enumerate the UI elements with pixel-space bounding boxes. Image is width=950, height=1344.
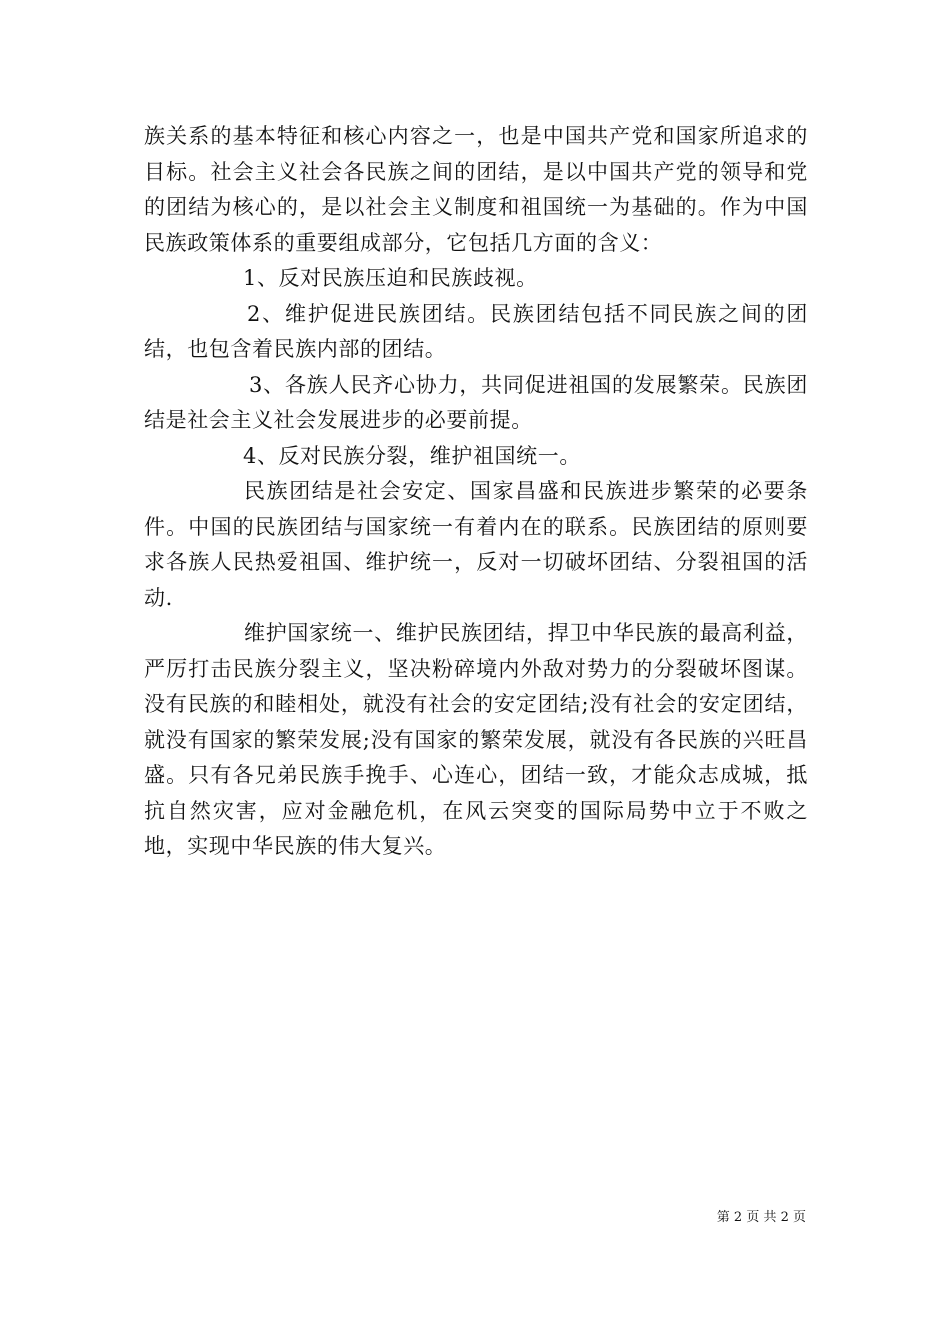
- list-item-4: 4、反对民族分裂，维护祖国统一。: [243, 443, 581, 468]
- paragraph-unity-conditions: 民族团结是社会安定、国家昌盛和民族进步繁荣的必要条件。中国的民族团结与国家统一有着内在的联系。民族团结的原则要求各族人民热爱祖国、维护统一，反对一切破坏团结、分裂祖国的活动.: [144, 479, 808, 610]
- paragraph-national-unity: 维护国家统一、维护民族团结，捍卫中华民族的最高利益，严厉打击民族分裂主义，坚决粉碎境内外敌对势力的分裂破坏图谋。没有民族的和睦相处，就没有社会的安定团结;没有社会的安定团结，就没有国家的繁荣发展;没有国家的繁荣发展，就没有各民族的兴旺昌盛。只有各兄弟民族手挽手、心连心，团结一致，才能众志成城，抵抗自然灾害，应对金融危机，在风云突变的国际局势中立于不败之地，实现中华民族的伟大复兴。: [144, 621, 808, 858]
- list-item-2: 2、维护促进民族团结。民族团结包括不同民族之间的团结，也包含着民族内部的团结。: [144, 301, 808, 361]
- list-item-1: 1、反对民族压迫和民族歧视。: [243, 266, 538, 290]
- paragraph-intro-continued: 族关系的基本特征和核心内容之一，也是中国共产党和国家所追求的目标。社会主义社会各民族之间的团结，是以中国共产党的领导和党的团结为核心的，是以社会主义制度和祖国统一为基础的。作为中国民族政策体系的重要组成部分，它包括几方面的含义：: [144, 124, 808, 255]
- page-number-footer: 第 2 页 共 2 页: [716, 1210, 806, 1225]
- document-body: [144, 119, 808, 865]
- list-item-3: 3、各族人民齐心协力，共同促进祖国的发展繁荣。民族团结是社会主义社会发展进步的必要前提。: [144, 372, 808, 432]
